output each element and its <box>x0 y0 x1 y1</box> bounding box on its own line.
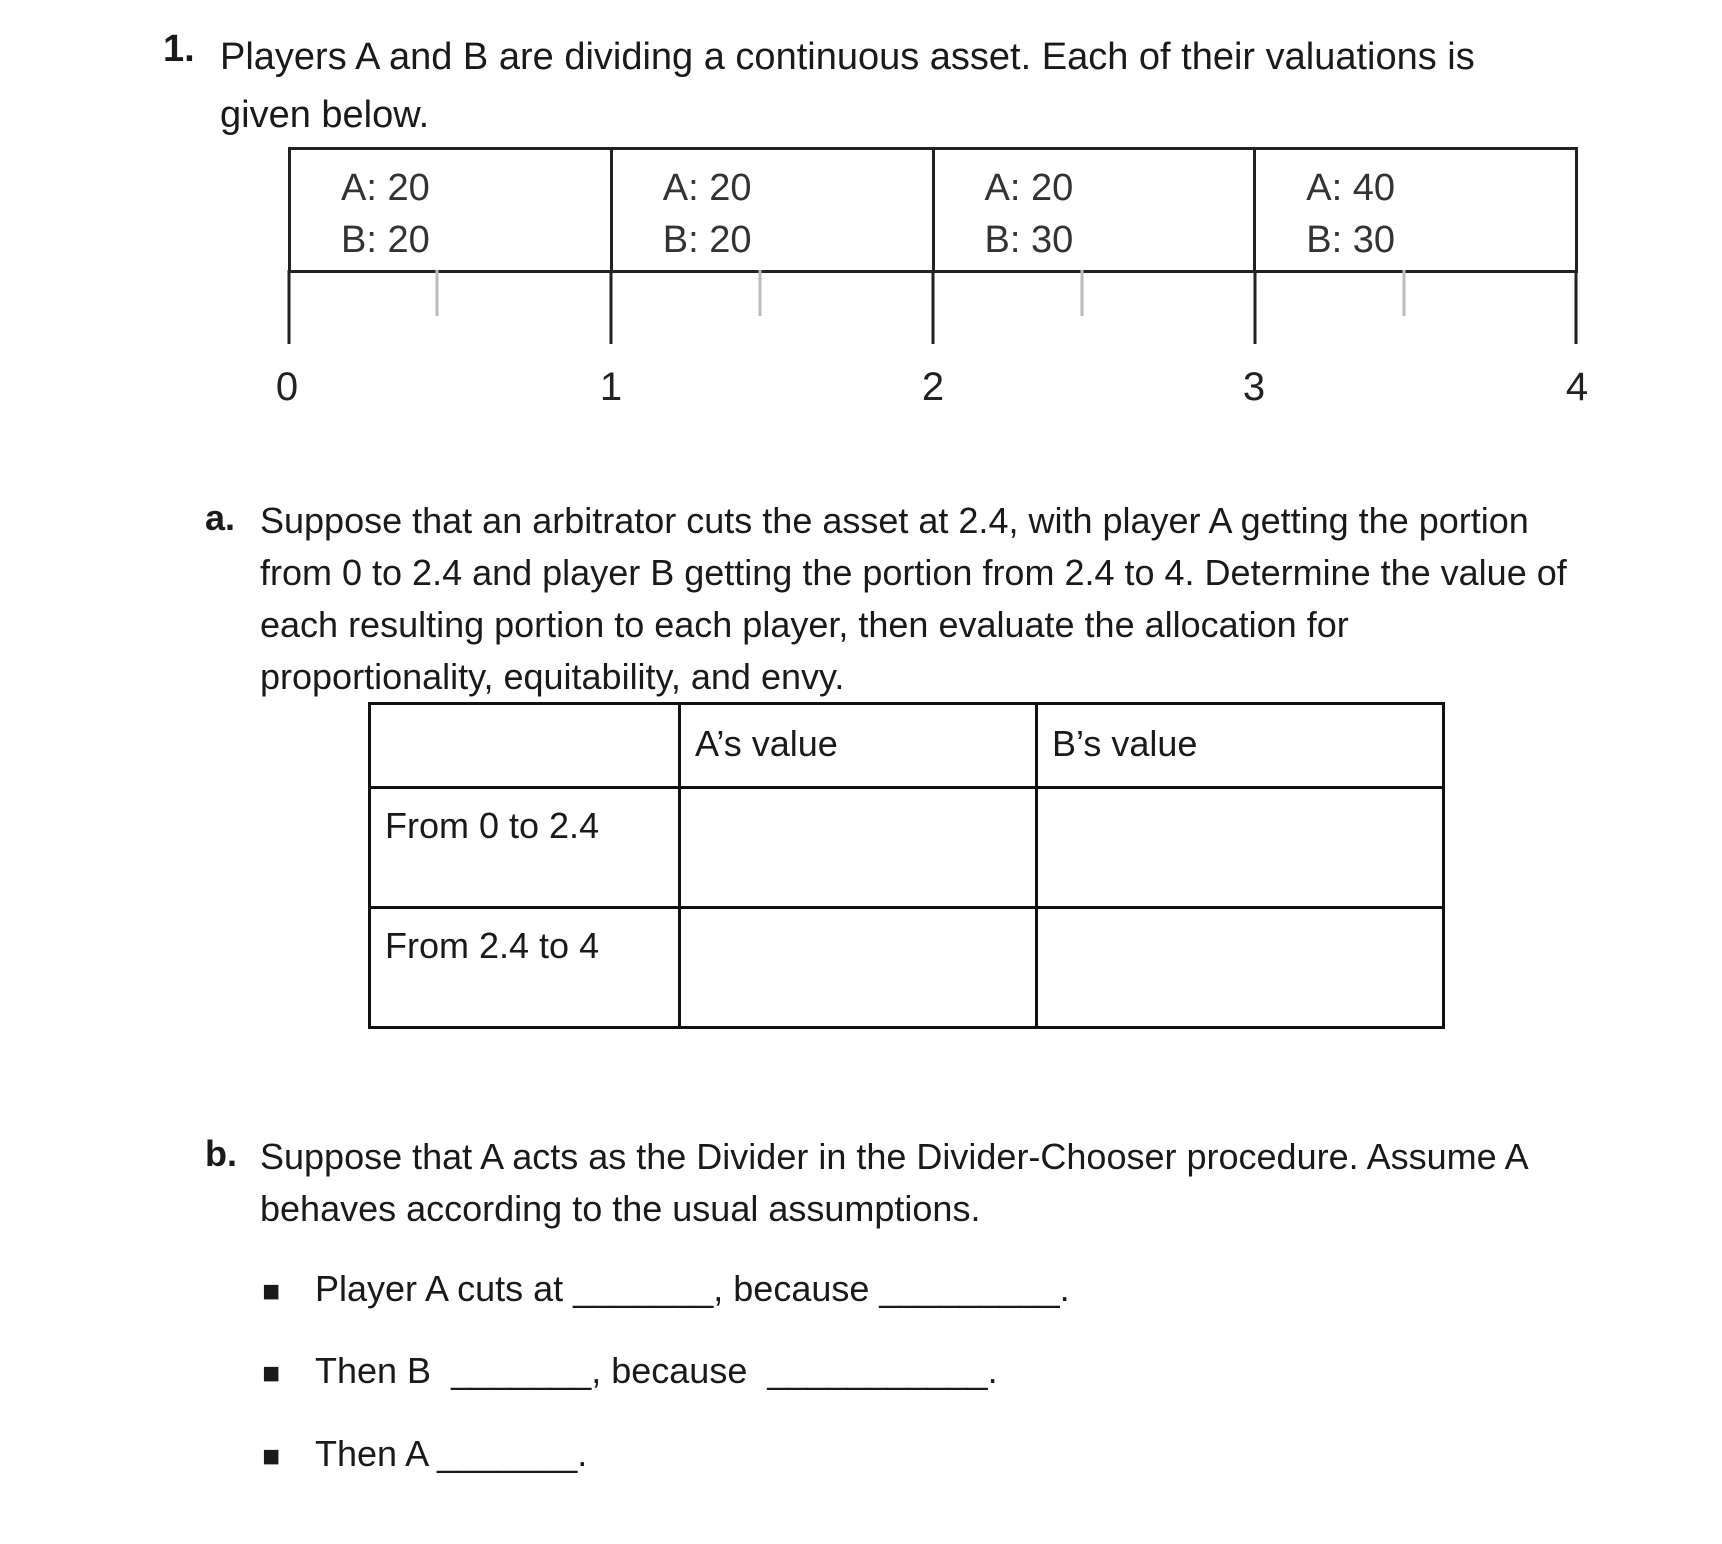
answer-cell-b[interactable] <box>1037 788 1444 908</box>
segment-1 <box>291 150 613 270</box>
part-b-text: Suppose that A acts as the Divider in the Divider-Chooser procedure. Assume A behaves according to the usual assumptions. <box>260 1136 1527 1229</box>
question-text: Players A and B are dividing a continuous asset. Each of their valuations is given below. <box>220 36 1475 136</box>
table-header-empty <box>370 704 680 788</box>
segment-a-value: A: 20 <box>984 167 1074 209</box>
question-number: 1. <box>163 28 195 70</box>
axis-label-1: 1 <box>599 365 623 409</box>
number-line <box>0 270 1722 420</box>
answer-cell-b[interactable] <box>1037 908 1444 1028</box>
answer-cell-a[interactable] <box>680 788 1037 908</box>
bullet-line-3: Then A _______. <box>315 1433 588 1474</box>
axis-label-3: 3 <box>1242 365 1266 409</box>
segment-4 <box>1256 150 1575 270</box>
bullet-icon: ■ <box>262 1440 281 1473</box>
row-label: From 2.4 to 4 <box>370 908 680 1028</box>
table-row <box>370 788 1444 908</box>
axis-label-2: 2 <box>921 365 945 409</box>
answer-cell-a[interactable] <box>680 908 1037 1028</box>
segment-b-value: B: 20 <box>341 219 430 261</box>
axis-label-0: 0 <box>275 365 299 409</box>
part-a-text: Suppose that an arbitrator cuts the asset at 2.4, with player A getting the portion from 0 to 2.4 and player B getting the portion from 2.4 to 4. Determine the value of each resulting portion to each player, then evaluate the allocation for proportionality, equitability, and envy. <box>260 500 1567 697</box>
segment-3 <box>935 150 1257 270</box>
row-label: From 0 to 2.4 <box>370 788 680 908</box>
table-header-row <box>370 704 1444 788</box>
segment-b-value: B: 30 <box>984 219 1074 261</box>
table-row <box>370 908 1444 1028</box>
valuation-strip <box>288 147 1578 273</box>
part-b-letter: b. <box>205 1133 237 1174</box>
axis-label-4: 4 <box>1565 365 1589 409</box>
bullet-icon: ■ <box>262 1357 281 1390</box>
segment-a-value: A: 20 <box>662 167 752 209</box>
segment-b-value: B: 30 <box>1306 219 1395 261</box>
segment-2 <box>613 150 935 270</box>
bullet-line-2: Then B _______, because ___________. <box>315 1350 998 1391</box>
segment-b-value: B: 20 <box>662 219 752 261</box>
values-table <box>368 702 1445 1029</box>
segment-a-value: A: 20 <box>341 167 430 209</box>
bullet-icon: ■ <box>262 1275 281 1308</box>
table-header-a-value: A’s value <box>680 704 1037 788</box>
segment-a-value: A: 40 <box>1306 167 1395 209</box>
table-header-b-value: B’s value <box>1037 704 1444 788</box>
bullet-line-1: Player A cuts at _______, because _________. <box>315 1268 1070 1309</box>
part-a-letter: a. <box>205 497 236 538</box>
